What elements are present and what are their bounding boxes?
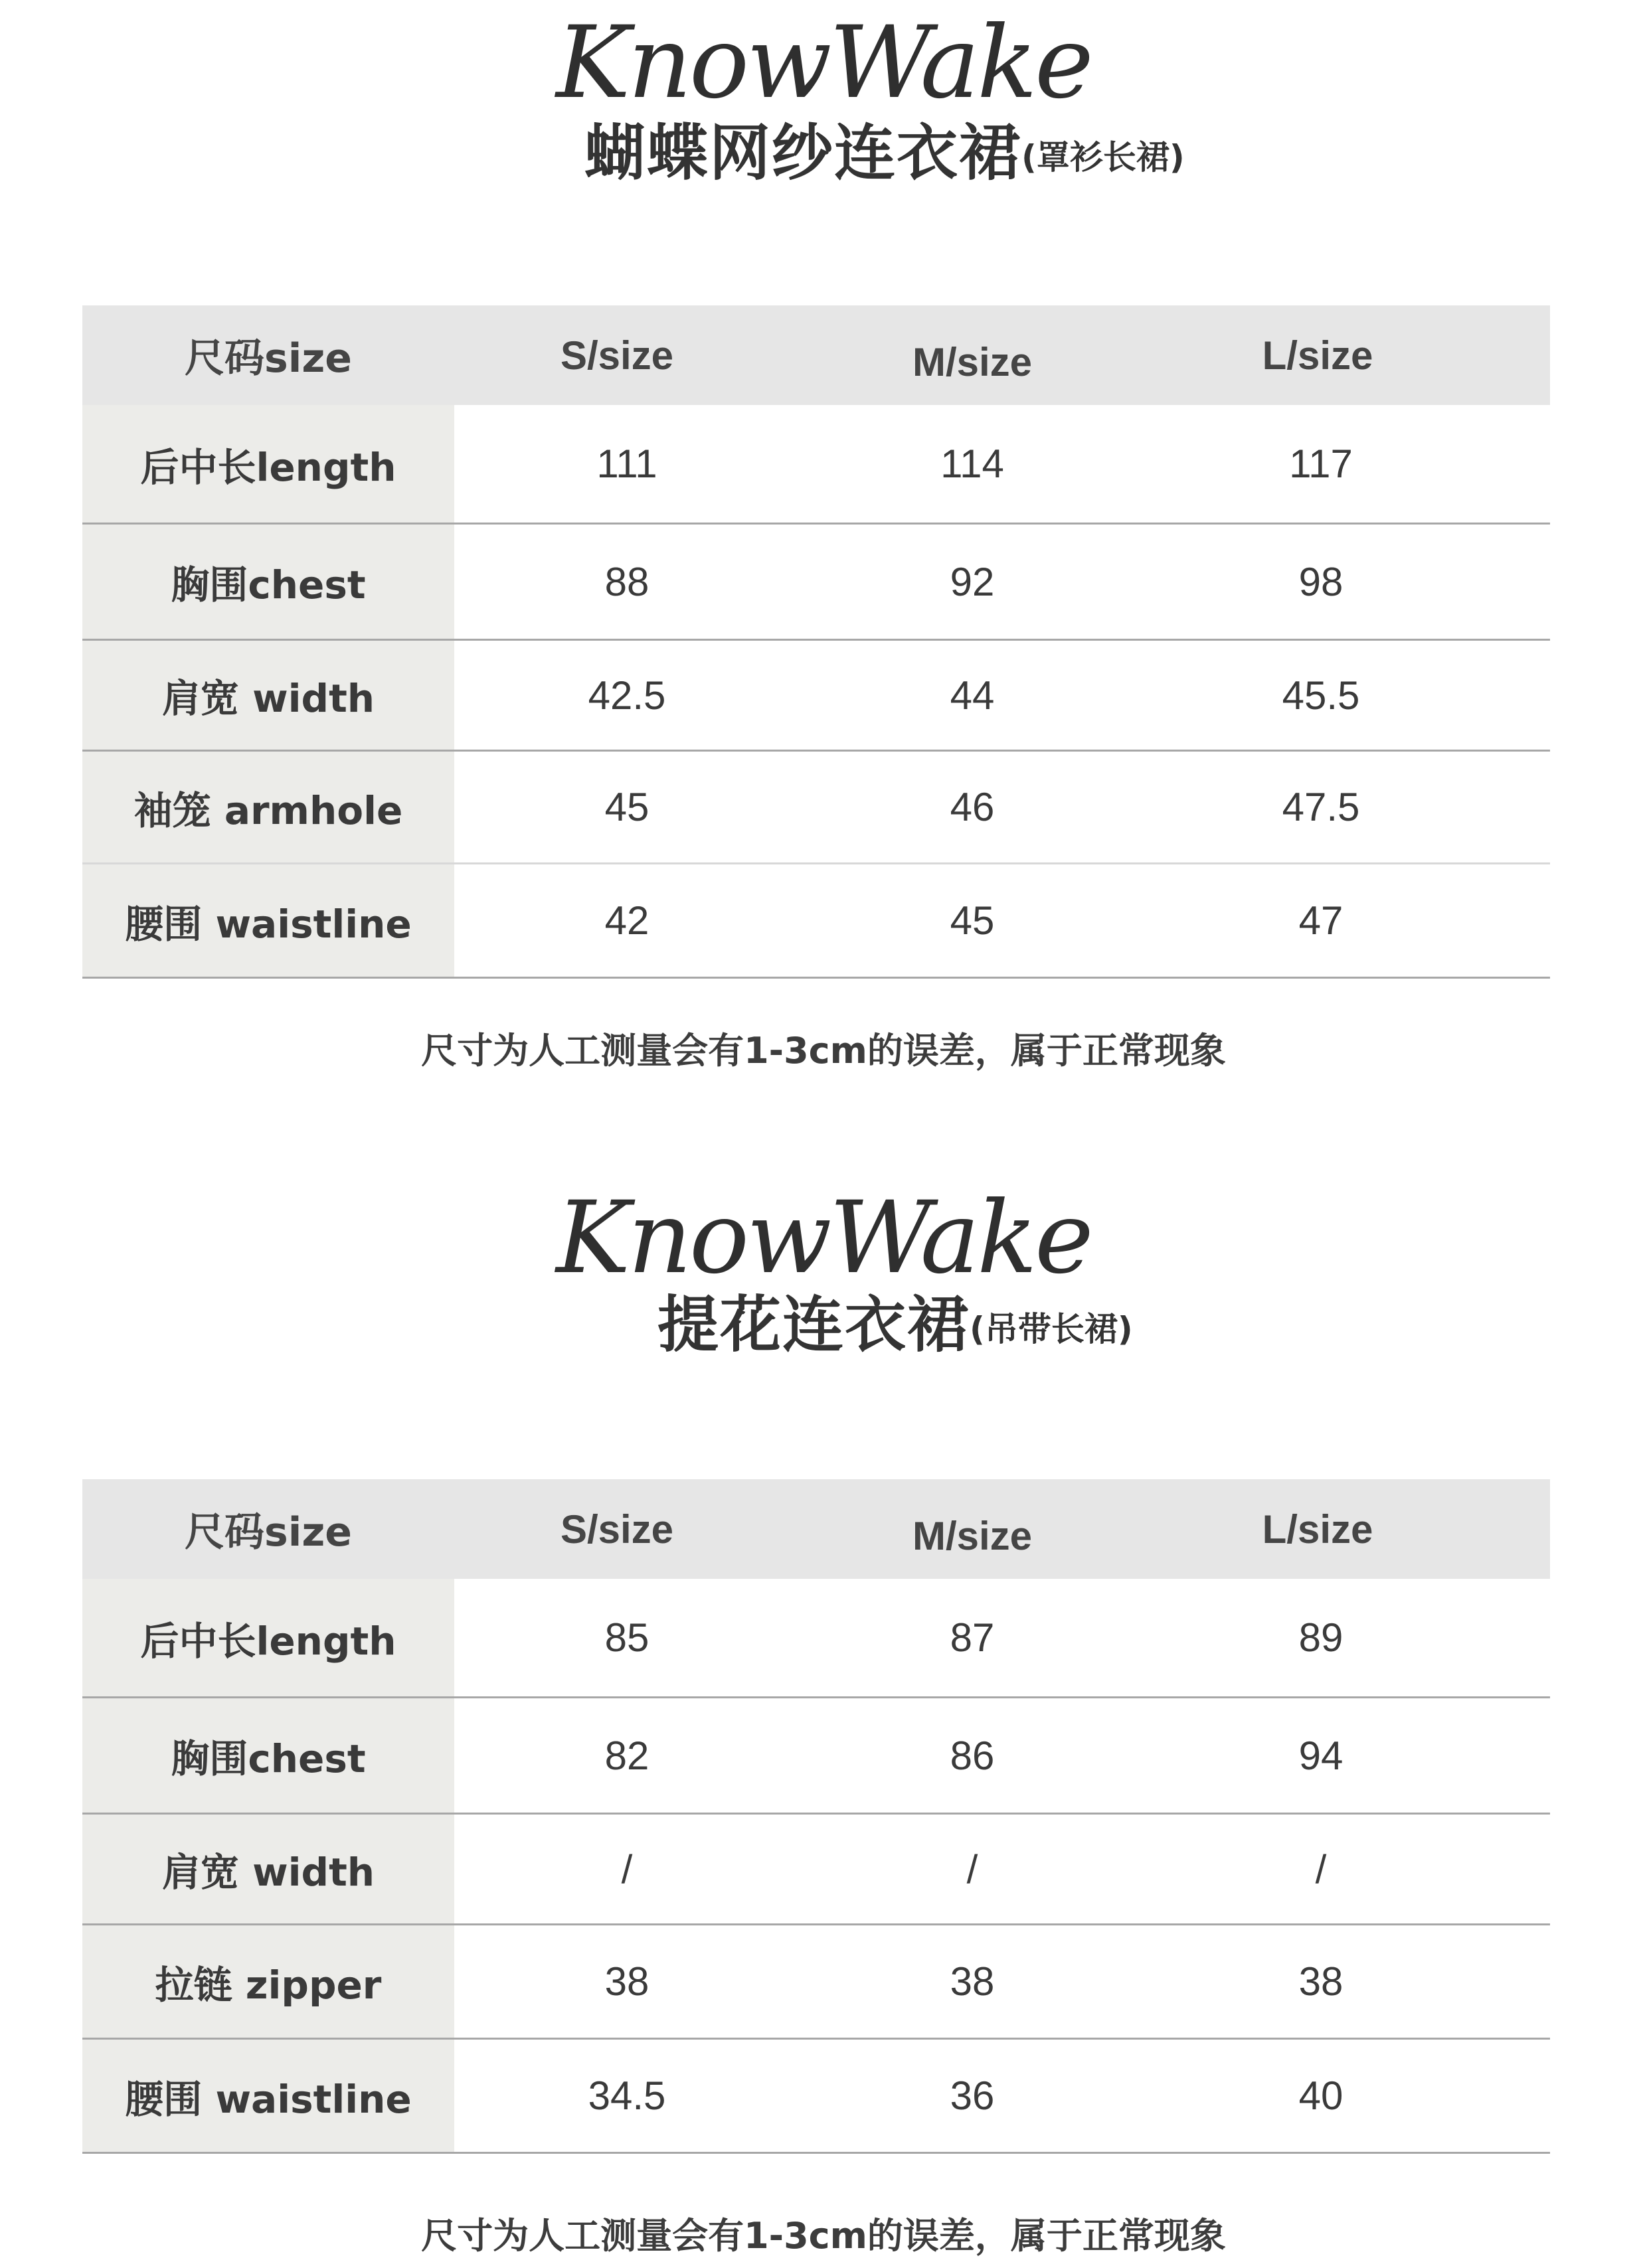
row-label: 胸围chest [82, 1698, 454, 1813]
table-row-waistline [82, 2040, 1550, 2154]
header-m: M/size [912, 339, 1033, 384]
cell-l: 40 [1298, 2073, 1344, 2118]
cell-s: 42 [604, 898, 650, 943]
size-table-1 [82, 305, 1550, 979]
table-row-width [82, 1815, 1550, 1925]
cell-m: 38 [950, 1959, 995, 2004]
product-title-2 [657, 1289, 1133, 1360]
cell-s: 111 [596, 442, 657, 486]
row-label: 袖笼 armhole [82, 752, 454, 862]
cell-m: 45 [950, 898, 995, 943]
cell-s: 85 [604, 1615, 650, 1660]
row-label: 后中长length [82, 405, 454, 523]
cell-l: 47 [1298, 898, 1344, 943]
cell-s: / [621, 1846, 633, 1892]
table-header-row [82, 1479, 1550, 1579]
cell-l: 89 [1298, 1615, 1344, 1660]
cell-l: 94 [1298, 1733, 1344, 1778]
product-name: 提花连衣裙 [657, 1289, 970, 1360]
cell-s: 42.5 [588, 673, 666, 718]
measurement-note-1: 尺寸为人工测量会有1-3cm的误差，属于正常现象 [421, 1030, 1226, 1072]
table-row-chest [82, 525, 1550, 641]
cell-m: / [966, 1846, 978, 1892]
measurement-note-2: 尺寸为人工测量会有1-3cm的误差，属于正常现象 [421, 2215, 1226, 2257]
product-subtitle: (吊带长裙) [970, 1310, 1133, 1348]
table-header-row [82, 305, 1550, 405]
row-label: 肩宽 width [82, 641, 454, 750]
cell-s: 82 [604, 1733, 650, 1778]
brand-logo: KnowWake [556, 1180, 1091, 1296]
cell-l: 117 [1289, 442, 1353, 486]
cell-l: / [1315, 1846, 1327, 1892]
table-row-chest [82, 1698, 1550, 1815]
cell-m: 86 [950, 1733, 995, 1778]
header-size-label: 尺码size [185, 335, 352, 382]
product-subtitle: (罩衫长裙) [1021, 138, 1185, 177]
cell-m: 44 [950, 673, 995, 718]
cell-s: 38 [604, 1959, 650, 2004]
table-row-width [82, 641, 1550, 752]
header-s: S/size [560, 1506, 674, 1552]
header-l: L/size [1262, 333, 1373, 378]
row-label: 腰围 waistline [82, 2040, 454, 2152]
cell-m: 46 [950, 785, 995, 829]
cell-l: 47.5 [1282, 785, 1360, 829]
cell-l: 45.5 [1282, 673, 1360, 718]
cell-s: 34.5 [588, 2073, 666, 2118]
cell-m: 114 [940, 442, 1004, 486]
row-label: 胸围chest [82, 525, 454, 639]
row-label: 肩宽 width [82, 1815, 454, 1923]
cell-m: 36 [950, 2073, 995, 2118]
table-row-length [82, 1579, 1550, 1698]
header-s: S/size [560, 333, 674, 378]
row-label: 后中长length [82, 1579, 454, 1696]
brand-logo: KnowWake [556, 5, 1091, 121]
product-title-1 [584, 118, 1185, 189]
header-m: M/size [912, 1513, 1033, 1558]
row-label: 腰围 waistline [82, 864, 454, 977]
cell-l: 38 [1298, 1959, 1344, 2004]
cell-m: 87 [950, 1615, 995, 1660]
header-l: L/size [1262, 1506, 1373, 1552]
table-row-zipper [82, 1925, 1550, 2040]
cell-l: 98 [1298, 559, 1344, 604]
header-size-label: 尺码size [185, 1509, 352, 1556]
cell-s: 45 [604, 785, 650, 829]
table-row-length [82, 405, 1550, 525]
row-label: 拉链 zipper [82, 1925, 454, 2038]
cell-s: 88 [604, 559, 650, 604]
cell-m: 92 [950, 559, 995, 604]
size-table-2 [82, 1479, 1550, 2154]
product-name: 蝴蝶网纱连衣裙 [584, 118, 1022, 189]
table-row-armhole [82, 752, 1550, 864]
table-row-waistline [82, 864, 1550, 979]
